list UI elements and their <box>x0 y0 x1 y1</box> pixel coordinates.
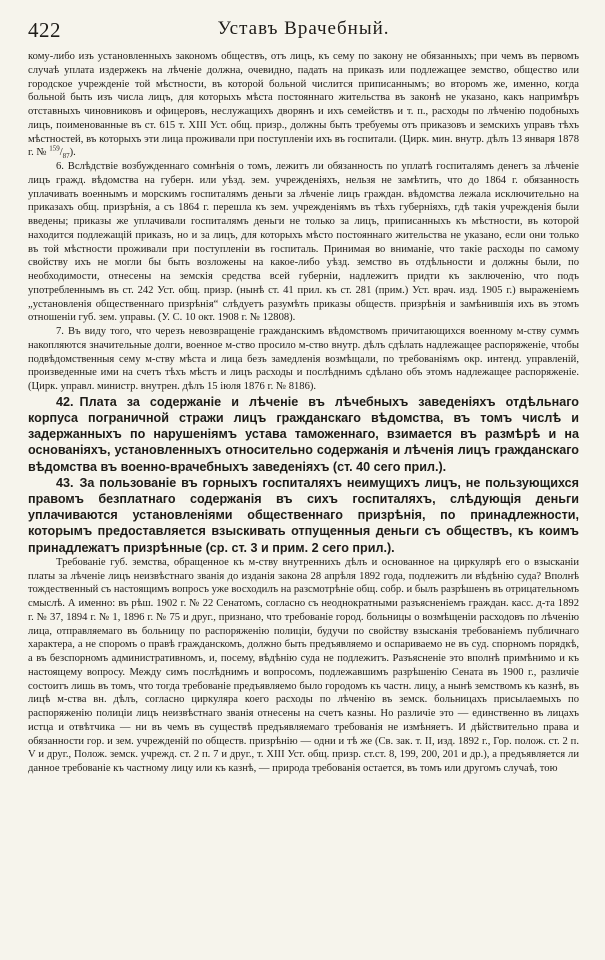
article-43 <box>28 475 579 556</box>
running-title: Уставъ Врачебный. <box>217 18 390 39</box>
commentary-paragraph: Требованіе губ. земства, обращенное къ м-ству внутреннихъ дѣлъ и основанное на циркулярѣ его о взысканіи платы за лѣченіе лицъ неизвѣстнаго званія до изданія закона 28 апрѣля 1892 года, подлежитъ ли вѣдѣнію суда? Вполнѣ тождественный съ настоящимъ вопросъ уже восходилъ на разсмотрѣніе общ. собр. и былъ разрѣшенъ въ отрицательномъ смыслѣ. А именно: въ рѣш. 1902 г. № 22 Сенатомъ, согласно съ неоднократными разъясненіемъ граждан. касс. д-та 1892 г. № 37, 1894 г. № 1, 1896 г. № 75 и друг., признано, что требованіе город. больницы о возмѣщеніи расходовъ по лѣченію лица, отправляемаго въ больницу по распоряженію полиціи, будучи по свойству взысканія требованіемъ публичнаго характера, а не споромъ о правѣ гражданскомъ, должно быть предъявляемо и оспариваемо не въ суд. спорномъ порядкѣ, а въ безспорномъ административномъ, и, посему, вѣдѣнію суда не подлежитъ. Разъясненіе это вполнѣ примѣнимо и къ настоящему вопросу. Между симъ послѣднимъ и вопросомъ, подлежавшимъ разрѣшенію Сената въ 1900 г., различіе состоитъ лишь въ томъ, что тогда требованіе предъявляемо было городомъ къ частн. лицу, а нынѣ земствомъ къ казнѣ, въ лицѣ м-ства вн. дѣлъ, согласно циркуляра коего расходы по лѣченію въ земск. больницахъ присылаемыхъ по распоряженію полиціи лицъ неизвѣстнаго званія отнесены на счетъ казны. Но различіе это — единственно въ лицахъ истца и отвѣтчика — ни въ чемъ въ существѣ предъявляемаго требованія не измѣняетъ. И дѣйствительно права и обязанности гор. и зем. учрежденій по обществ. призрѣнію — одни и тѣ же (Св. зак. т. II, изд. 1892 г., Гор. полож. ст. 2 п. V и друг., Полож. земск. учрежд. ст. 2 п. 7 и друг., т. XIII Уст. общ. призр. ст.ст. 8, 199, 200, 201 и др.), а предъявляется ли данное требованіе къ частному лицу или къ казнѣ, — природа требованія остается, въ томъ или другомъ случаѣ, тою <box>28 556 579 775</box>
continued-paragraph-end: ). <box>69 147 76 159</box>
article-42-text: Плата за содержаніе и лѣченіе въ лѣчебныхъ заведеніяхъ отдѣльнаго корпуса пограничной стражи лицъ гражданскаго вѣдомства, въ томъ числѣ и задержанныхъ по нарушеніямъ устава таможеннаго, взимается въ размѣрѣ и на основаніяхъ, установленныхъ относительно содержанія и лѣченія лицъ гражданскаго вѣдомства въ военно-врачебныхъ заведеніяхъ (ст. 40 сего прил.). <box>28 394 579 474</box>
article-42-number: 42. <box>56 394 74 409</box>
article-43-text: За пользованіе въ горныхъ госпиталяхъ неимущихъ лицъ, не пользующихся правомъ безплатнаго содержанія въ сихъ госпиталяхъ, слѣдующія деньги уплачиваются установленіями общественнаго призрѣнія, по принадлежности, которымъ предоставляется взыскивать отпущенныя деньги съ обществъ, къ коимъ принадлежатъ призрѣнные (ср. ст. 3 и прим. 2 сего прил.). <box>28 475 579 555</box>
continued-paragraph: кому-либо изъ установленныхъ закономъ обществъ, отъ лицъ, къ сему по закону не обязанныхъ; при чемъ въ первомъ случаѣ уплата издержекъ на лѣченіе должна, очевидно, падать на приказъ или подлежащее земство, общество или городское учрежденіе той мѣстности, въ которой больной числится приписаннымъ; во второмъ же, именно, когда больной быть изъ числа лицъ, для которыхъ мѣста постояннаго жительства въ законѣ не указано, какъ напримѣръ отставныхъ чиновниковъ и офицеровъ, неслужащихъ дворянъ и ихъ семействъ и т. п., расходы по лѣченію подобныхъ лицъ, поименованные въ ст. 615 т. XIII Уст. общ. призр., должны быть требуемы отъ приказовъ и земскихъ управъ тѣхъ мѣстностей, въ которыхъ эти лица проживали при поступленіи ихъ въ госпитали. (Цирк. мин. внутр. дѣлъ 13 января 1878 г. № $^{159}/_{87}$). <box>28 51 579 161</box>
page-number: 422 <box>28 18 61 42</box>
reference-superscript: 159 <box>49 144 60 153</box>
page-content <box>28 50 579 776</box>
note-paragraph-7: 7. Въ виду того, что черезъ невозвращеніе гражданскимъ вѣдомствомъ причитающихся военному м-ству суммъ накопляются значительные долги, военное м-ство просило м-ство внутр. дѣлъ сдѣлать надлежащее распоряженіе, чтобы подвѣдомственныя сему м-ству мѣста и лица безъ замедленія возмѣщали, по требованіямъ окр. интенд. управленій, произведенные ими на счетъ тѣхъ мѣстъ и лицъ расходы и послѣднимъ сдѣлано объ этомъ надлежащее распоряженіе. (Цирк. управл. министр. внутрен. дѣлъ 15 іюля 1876 г. № 8186). <box>28 326 579 392</box>
article-43-number: 43. <box>56 475 74 490</box>
article-42 <box>28 394 579 475</box>
reference-subscript: 87 <box>62 152 70 161</box>
page-header <box>28 14 579 44</box>
continued-paragraph-text: кому-либо изъ установленныхъ закономъ обществъ, отъ лицъ, къ сему по закону не обязанныхъ; при чемъ въ первомъ случаѣ уплата издержекъ на лѣченіе должна, очевидно, падать на приказъ или подлежащее земство, общество или городское учрежденіе той мѣстности, въ которой больной числится приписаннымъ; во второмъ же, именно, когда больной быть изъ числа лицъ, для которыхъ мѣста постояннаго жительства въ законѣ не указано, какъ напримѣръ отставныхъ чиновниковъ и офицеровъ, неслужащихъ дворянъ и ихъ семействъ и т. п., расходы по лѣченію подобныхъ лицъ, поименованные въ ст. 615 т. XIII Уст. общ. призр., должны быть требуемы отъ приказовъ и земскихъ управъ тѣхъ мѣстностей, въ которыхъ эти лица проживали при поступленіи ихъ въ госпитали. (Цирк. мин. внутр. дѣлъ 13 января 1878 г. № <box>28 51 579 159</box>
note-paragraph-6: 6. Вслѣдствіе возбужденнаго сомнѣнія о томъ, лежитъ ли обязанность по уплатѣ госпиталямъ денегъ за лѣченіе лицъ гражд. вѣдомства на губерн. или уѣзд. зем. учрежденіяхъ, нельзя не замѣтить, что до 1864 г. обязанность уплачивать военнымъ и морскимъ госпиталямъ деньги за лѣченіе лицъ граждан. вѣдомства лежала исключительно на приказахъ общ. призрѣнія, а съ 1864 г. перешла къ зем. учрежденіямъ въ тѣхъ губерніяхъ, гдѣ такія учрежденія были введены; приказы же уплачивали госпиталямъ деньги не только за лицъ, приписанныхъ къ мѣстности, въ которой находится подлежащій приказъ, но и за лицъ, для которыхъ мѣсто постояннаго жительства не указано, если они только въ той мѣстности проживали при поступленіи въ госпиталь. Принимая во вниманіе, что такіе расходы по самому свойству ихъ не могли бы быть возложены на какое-либо уѣзд. земство въ отдѣльности и должны были, по необходимости, отнесены на земскія средства всей губерніи, надлежитъ придти къ заключенію, что подъ употребленнымъ въ ст. 242 Уст. общ. призр. (нынѣ ст. 41 прил. къ ст. 281 (прим.) Уст. врач. изд. 1905 г.) выраженіемъ „установленія общественнаго призрѣнія“ слѣдуетъ разумѣть приказы обществ. призрѣнія и замѣнившія ихъ въ этомъ отношеніи губ. зем. управы. (У. С. 10 окт. 1908 г. № 12808). <box>28 161 579 324</box>
